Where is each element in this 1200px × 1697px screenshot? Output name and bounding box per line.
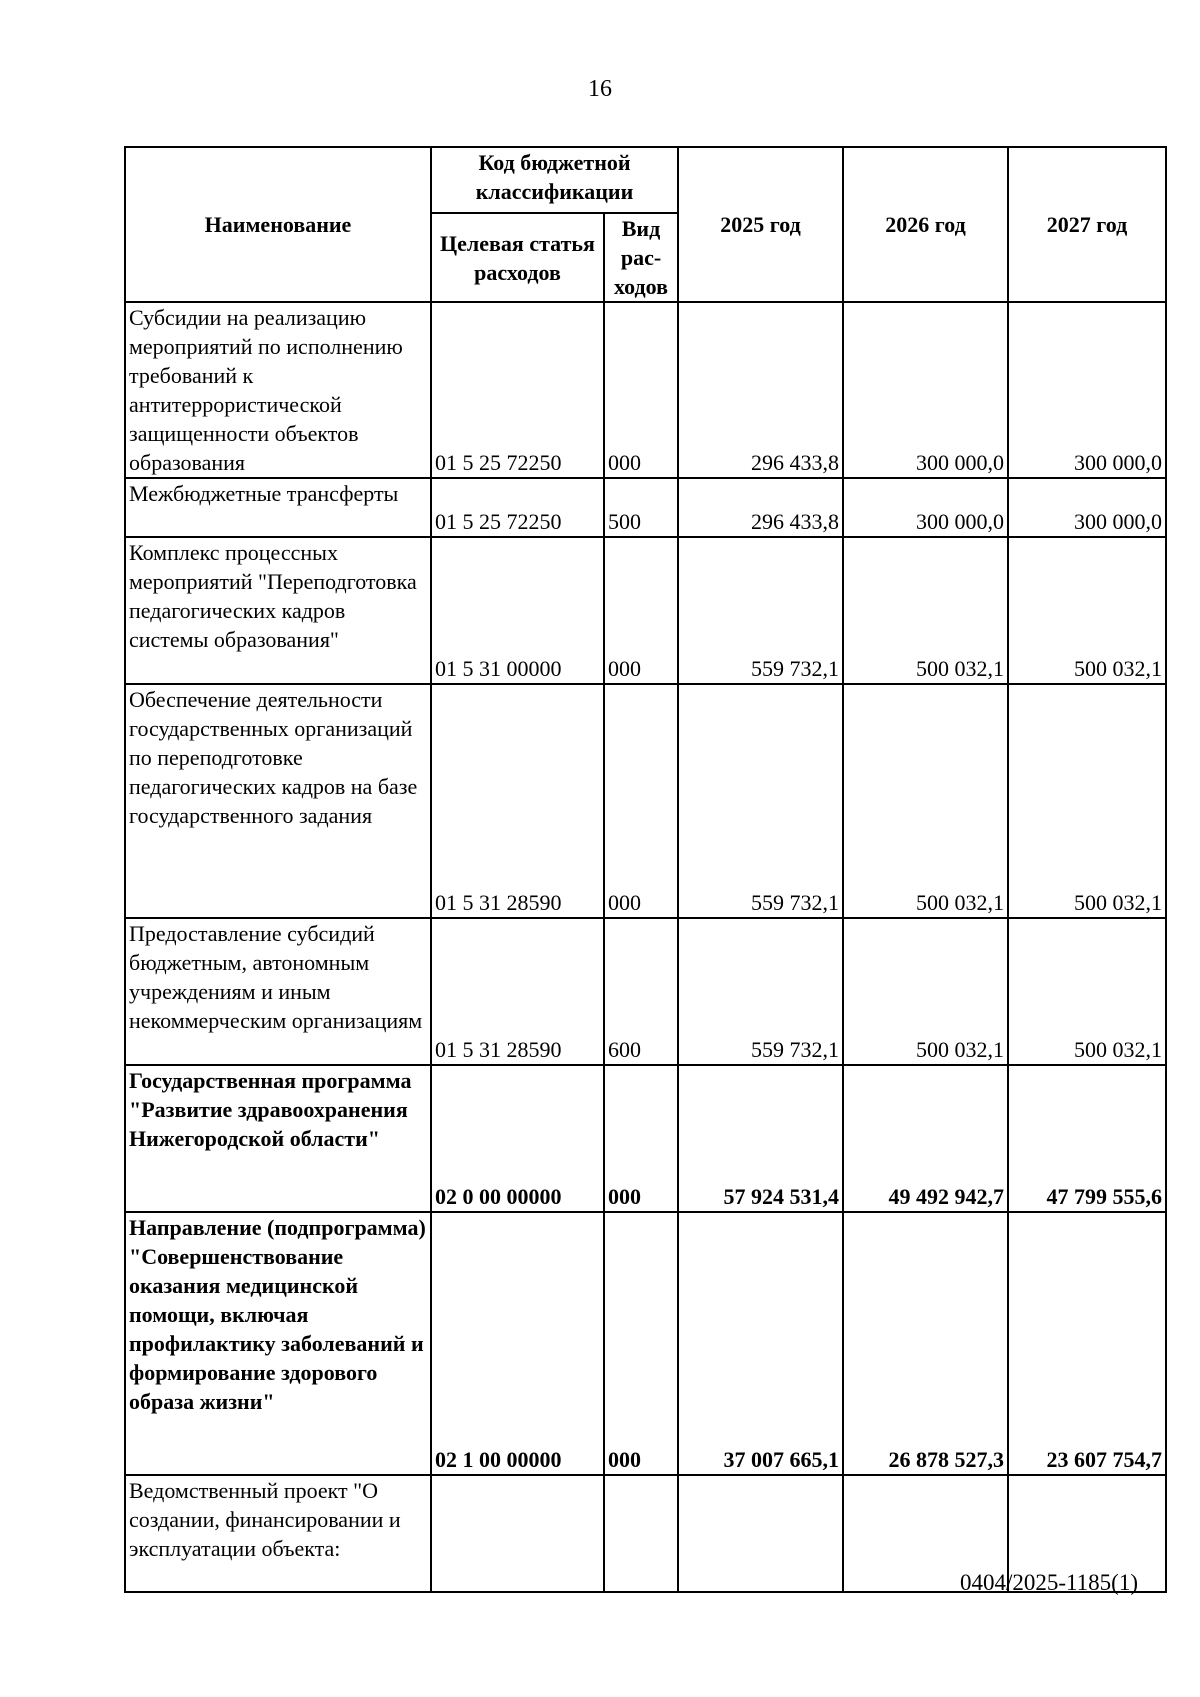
header-name: Наименование: [125, 147, 431, 302]
row-target-code: [431, 1475, 604, 1592]
row-amount-2027: 23 607 754,7: [1008, 1212, 1166, 1475]
row-amount-2026: 500 032,1: [843, 537, 1008, 684]
row-amount-2027: 500 032,1: [1008, 537, 1166, 684]
row-amount-2027: 500 032,1: [1008, 684, 1166, 918]
row-amount-2025: 559 732,1: [678, 537, 843, 684]
header-2026: 2026 год: [843, 147, 1008, 302]
table-row: [125, 478, 1166, 537]
row-expense-type: [604, 1475, 678, 1592]
row-amount-2026: 49 492 942,7: [843, 1065, 1008, 1212]
header-expense-type: Вид рас-ходов: [604, 213, 678, 302]
document-number: 0404/2025-1185(1): [959, 1570, 1138, 1595]
row-amount-2027: 500 032,1: [1008, 918, 1166, 1065]
row-amount-2025: 296 433,8: [678, 478, 843, 537]
row-expense-type: 000: [604, 302, 678, 478]
table-row: [125, 1212, 1166, 1475]
table-row: [125, 302, 1166, 478]
table-row: [125, 537, 1166, 684]
row-amount-2026: 300 000,0: [843, 302, 1008, 478]
row-amount-2025: 37 007 665,1: [678, 1212, 843, 1475]
row-name: Ведомственный проект "О создании, финансировании и эксплуатации объекта:: [125, 1475, 431, 1592]
row-amount-2025: 559 732,1: [678, 918, 843, 1065]
table-row: [125, 684, 1166, 918]
row-expense-type: 000: [604, 684, 678, 918]
row-target-code: 02 1 00 00000: [431, 1212, 604, 1475]
row-amount-2026: 500 032,1: [843, 918, 1008, 1065]
header-target-article: Целевая статья расходов: [431, 213, 604, 302]
table-header: [125, 147, 1166, 302]
header-2027: 2027 год: [1008, 147, 1166, 302]
row-name: Обеспечение деятельности государственных организаций по переподготовке педагогических кадров на базе государственного задания: [125, 684, 431, 918]
row-name: Направление (подпрограмма) "Совершенствование оказания медицинской помощи, включая профилактику заболеваний и формирование здорового образа жизни": [125, 1212, 431, 1475]
row-amount-2027: 300 000,0: [1008, 302, 1166, 478]
table-row: [125, 918, 1166, 1065]
header-2025: 2025 год: [678, 147, 843, 302]
row-expense-type: 000: [604, 1065, 678, 1212]
row-name: Предоставление субсидий бюджетным, автономным учреждениям и иным некоммерческим организациям: [125, 918, 431, 1065]
row-expense-type: 000: [604, 1212, 678, 1475]
row-name: Государственная программа "Развитие здравоохранения Нижегородской области": [125, 1065, 431, 1212]
row-expense-type: 500: [604, 478, 678, 537]
table-body: [125, 302, 1166, 1592]
row-target-code: 01 5 31 28590: [431, 684, 604, 918]
row-expense-type: 600: [604, 918, 678, 1065]
row-amount-2026: 26 878 527,3: [843, 1212, 1008, 1475]
row-amount-2026: 500 032,1: [843, 684, 1008, 918]
header-kbk: Код бюджетной классификации: [431, 147, 678, 213]
row-expense-type: 000: [604, 537, 678, 684]
row-amount-2027: 300 000,0: [1008, 478, 1166, 537]
row-target-code: 01 5 25 72250: [431, 302, 604, 478]
table-row: [125, 1065, 1166, 1212]
page-number: 16: [588, 76, 612, 102]
row-amount-2025: 57 924 531,4: [678, 1065, 843, 1212]
row-amount-2025: [678, 1475, 843, 1592]
row-amount-2025: 559 732,1: [678, 684, 843, 918]
row-amount-2025: 296 433,8: [678, 302, 843, 478]
row-name: Комплекс процессных мероприятий "Переподготовка педагогических кадров системы образования": [125, 537, 431, 684]
row-name: Субсидии на реализацию мероприятий по исполнению требований к антитеррористической защищенности объектов образования: [125, 302, 431, 478]
budget-table: [124, 146, 1167, 1593]
row-target-code: 01 5 31 28590: [431, 918, 604, 1065]
row-target-code: 01 5 25 72250: [431, 478, 604, 537]
row-amount-2027: 47 799 555,6: [1008, 1065, 1166, 1212]
row-name: Межбюджетные трансферты: [125, 478, 431, 537]
row-target-code: 02 0 00 00000: [431, 1065, 604, 1212]
row-amount-2026: 300 000,0: [843, 478, 1008, 537]
row-target-code: 01 5 31 00000: [431, 537, 604, 684]
